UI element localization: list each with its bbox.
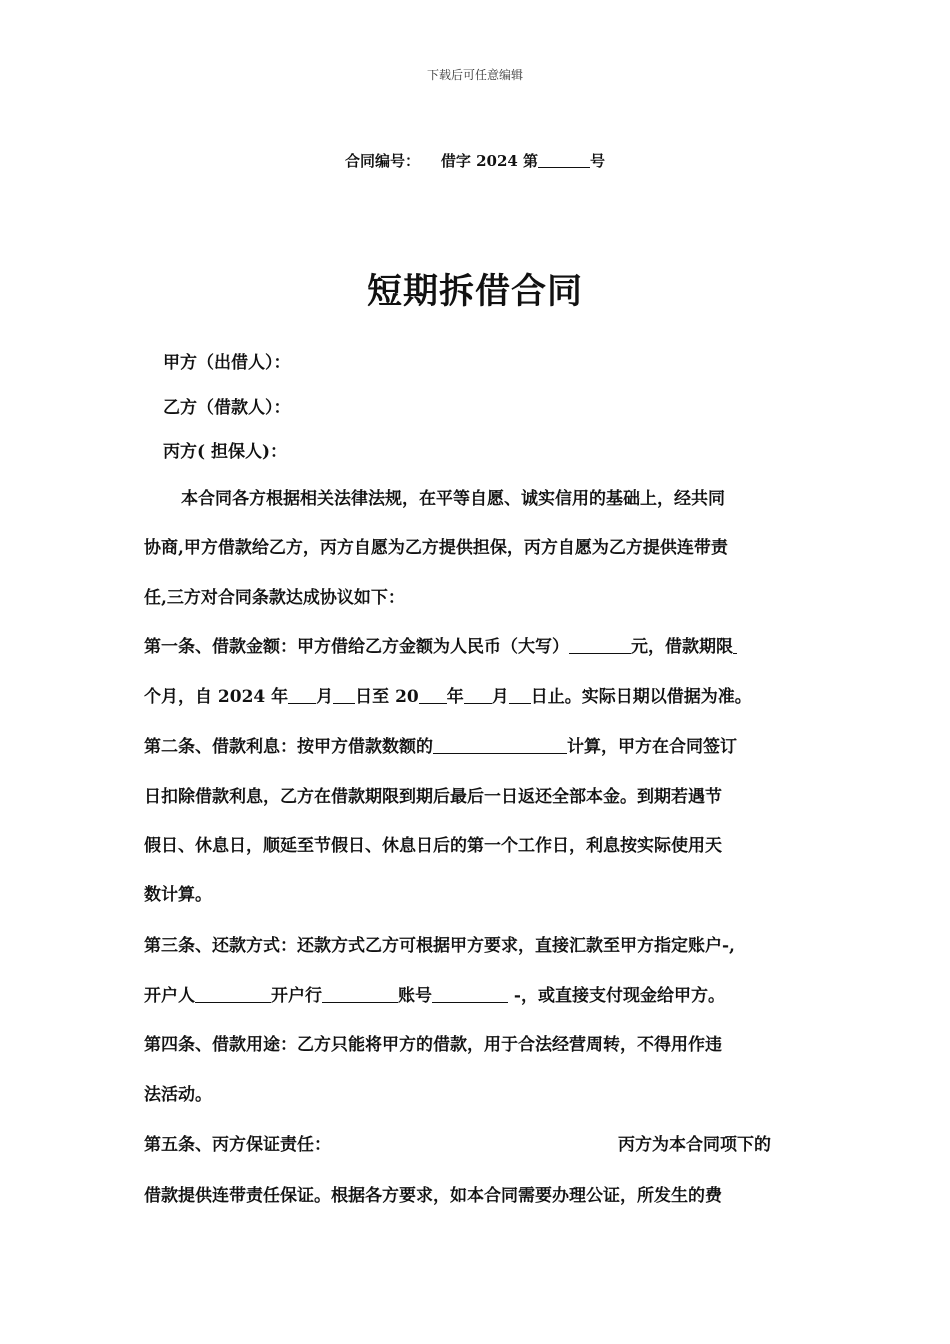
account-number-blank (432, 985, 508, 1003)
article-1-date-end: 日至 20 (355, 687, 419, 707)
article-3-line-2 (144, 981, 725, 1006)
article-2-line-4: 数计算。 (144, 885, 212, 905)
article-1-date-start: 个月，自 2024 年 (144, 687, 289, 707)
article-2-line-3: 假日、休息日，顺延至节假日、休息日后的第一个工作日，利息按实际使用天 (144, 836, 722, 856)
account-holder-blank (195, 985, 271, 1003)
article-2-text: 第二条、借款利息：按甲方借款数额的 (144, 737, 433, 757)
start-day-blank (333, 686, 355, 704)
end-day-blank (509, 686, 531, 704)
end-month-blank (464, 686, 492, 704)
header-note: 下载后可任意编辑 (426, 68, 523, 82)
account-number-label: 账号 (398, 986, 432, 1006)
party-c-label: 丙方( 担保人)： (163, 442, 288, 462)
article-1-line-1 (144, 632, 737, 657)
article-1-month-label-2: 月 (491, 687, 509, 707)
article-2-line-1 (144, 732, 737, 757)
account-holder-label: 开户人 (144, 986, 195, 1006)
article-5-heading: 第五条、丙方保证责任： (144, 1135, 331, 1155)
contract-number-blank (538, 152, 590, 168)
contract-number-suffix: 号 (590, 152, 606, 170)
contract-number-label: 合同编号： (344, 152, 420, 170)
article-1-month-label: 月 (316, 687, 334, 707)
article-1-line-2 (144, 682, 752, 707)
bank-label: 开户行 (271, 986, 322, 1006)
party-a-label: 甲方（出借人）： (163, 353, 291, 373)
article-2-text-2: 计算，甲方在合同签订 (567, 737, 737, 757)
interest-rate-blank (433, 736, 567, 754)
intro-line-3: 任,三方对合同条款达成协议如下： (144, 588, 405, 608)
article-1-year-label: 年 (446, 687, 464, 707)
contract-number (0, 150, 950, 171)
party-b-label: 乙方（借款人）： (163, 398, 291, 418)
article-1-date-note: 日止。实际日期以借据为准。 (530, 687, 752, 707)
intro-line-2: 协商,甲方借款给乙方，丙方自愿为乙方提供担保，丙方自愿为乙方提供连带责 (144, 538, 728, 558)
document-title: 短期拆借合同 (366, 271, 583, 312)
article-4-line-1: 第四条、借款用途：乙方只能将甲方的借款，用于合法经营周转，不得用作违 (144, 1035, 722, 1055)
article-2-line-2: 日扣除借款利息，乙方在借款期限到期后最后一日返还全部本金。到期若遇节 (144, 787, 722, 807)
article-4-line-2: 法活动。 (144, 1085, 212, 1105)
end-year-blank (419, 686, 447, 704)
start-month-blank (288, 686, 316, 704)
article-3-line-1: 第三条、还款方式：还款方式乙方可根据甲方要求，直接汇款至甲方指定账户-, (144, 936, 735, 956)
amount-blank (569, 636, 631, 654)
article-1-text: 第一条、借款金额：甲方借给乙方金额为人民币（大写） (144, 637, 569, 657)
article-5-text-right: 丙方为本合同项下的 (618, 1135, 771, 1155)
article-5-line-2: 借款提供连带责任保证。根据各方要求，如本合同需要办理公证，所发生的费 (144, 1186, 722, 1206)
article-1-text-term: 元，借款期限 (631, 637, 733, 657)
article-3-text-end: -，或直接支付现金给甲方。 (508, 986, 725, 1006)
intro-line-1: 本合同各方根据相关法律法规，在平等自愿、诚实信用的基础上，经共同 (181, 489, 725, 509)
bank-blank (322, 985, 398, 1003)
term-blank (733, 636, 737, 654)
contract-number-prefix: 借字 2024 第 (440, 152, 539, 170)
